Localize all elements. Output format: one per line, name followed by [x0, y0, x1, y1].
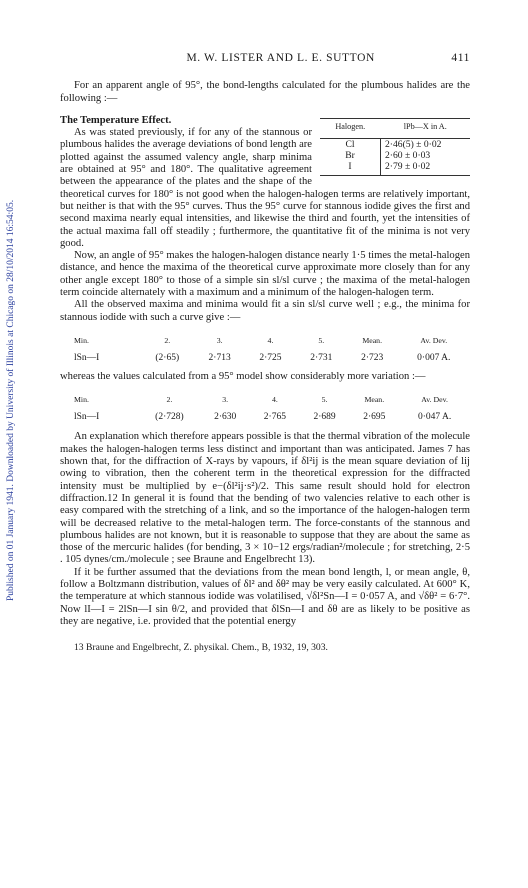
table-cell: 2·630	[214, 412, 237, 423]
table-row	[60, 350, 470, 366]
table-cell: (2·65)	[155, 353, 180, 364]
body-paragraph: All the observed maxima and minima would fit a sin sl/sl curve well ; e.g., the minima for stannous iodide with such a curve give :—	[60, 299, 470, 323]
halide-cell: 2·79 ± 0·02	[381, 161, 471, 176]
body-paragraph: If it be further assumed that the deviations from the mean bond length, l, or mean angle, θ, follow a Boltzmann distribution, values of δl² and δθ² may be very easily calculated. At 600° K, the temperature at which stannous iodide was volatilised, √δl²Sn—I = 0·057 A, and √δθ² = 6·7°. Now lI—I = 2lSn—I sin θ/2, and provided that δlSn—I and δθ are as likely to be positive as they are negative, i.e. provided that the potential energy	[60, 566, 470, 627]
table-cell: 2·765	[263, 412, 286, 423]
table-cell: 2·723	[361, 353, 384, 364]
halide-cell: Cl	[320, 139, 381, 151]
section-heading: The Temperature Effect.	[60, 114, 172, 126]
table-header: Av. Dev.	[420, 335, 448, 345]
table-cell: lSn—I	[74, 412, 100, 423]
running-header	[60, 52, 470, 64]
table-header: 3.	[222, 394, 229, 404]
table-header: 4.	[267, 335, 274, 345]
table-header: 5.	[321, 394, 328, 404]
halide-col-length: lPb—X in A.	[381, 118, 471, 138]
halide-bond-length-table	[320, 118, 470, 176]
table-header: 5.	[318, 335, 325, 345]
body-paragraph: An explanation which therefore appears possible is that the thermal vibration of the molecule makes the halogen-halogen terms less distinct and important than was anticipated. James 7 has shown that, for the diffraction of X-rays by vapours, if δl²ij is the mean square deviation of lij owing to vibration, then the coherent term in the theoretical expression for the diffracted intensity must be multiplied by e−(δl²ij·s²)/2. This same result should hold for electron diffraction.12 In general it is found that the bending of two valencies relative to each other is easy compared with the stretching of a link, and so the importance of the halogen-halogen term will be decreased relative to the metal-halogen term. The force-constants of the stannous and plumbous halides are not known, but it is reasonable to suppose that they are about the same as those of the mercuric halides (for bending, 3 × 10−12 ergs/radian²/molecule ; for stretching, 2·5 . 105 dynes/cm./molecule ; see Braune and Engelbrecht 13).	[60, 431, 470, 566]
table-row	[320, 139, 470, 151]
halide-cell: 2·60 ± 0·03	[385, 150, 431, 162]
table-cell: 0·007 A.	[417, 353, 451, 364]
publication-side-note: Published on 01 January 1941. Downloaded by University of Illinois at Chicago on 28/10/2014 16:54:05.	[6, 199, 16, 601]
table-row	[320, 150, 470, 161]
table-header: Min.	[74, 394, 89, 404]
intro-paragraph: For an apparent angle of 95°, the bond-lengths calculated for the plumbous halides are the following :—	[60, 80, 470, 104]
table-header: Mean.	[362, 335, 383, 345]
table-cell: 2·695	[363, 412, 386, 423]
table-cell: 0·047 A.	[417, 412, 452, 423]
halide-cell: Br	[320, 150, 381, 161]
model-minima-table	[60, 391, 470, 426]
table-cell: 2·713	[208, 353, 231, 364]
table-header: 2.	[164, 335, 171, 345]
footnote: 13 Braune and Engelbrecht, Z. physikal. Chem., B, 1932, 19, 303.	[74, 642, 328, 654]
table-header: 2.	[166, 394, 173, 404]
page-authors-header: M. W. LISTER AND L. E. SUTTON	[186, 52, 375, 64]
table-header: Min.	[74, 335, 89, 345]
sin-curve-minima-table	[60, 332, 470, 367]
halide-col-halogen: Halogen.	[320, 118, 381, 138]
table-header: Mean.	[364, 394, 385, 404]
table-header: Av. Dev.	[421, 394, 448, 404]
table-row	[320, 161, 470, 176]
table-row	[60, 409, 470, 425]
table-cell: (2·728)	[155, 412, 184, 423]
table-header: 4.	[271, 394, 278, 404]
page-number: 411	[451, 52, 470, 64]
table-header: 3.	[216, 335, 223, 345]
table-cell: 2·689	[313, 412, 336, 423]
table-cell: 2·725	[259, 353, 282, 364]
halide-cell: 2·46(5) ± 0·02	[385, 139, 442, 151]
journal-page	[60, 52, 470, 654]
body-paragraph: Now, an angle of 95° makes the halogen-halogen distance nearly 1·5 times the metal-halogen distance, and hence the maxima of the theoretical curve approximate more closely than for any other angle except 180° to those of a simple sin sl/sl curve ; the maxima of the metal-halogen term coincide alternately with a maximum and a minimum of the halogen-halogen term.	[60, 250, 470, 299]
table-cell: lSn—I	[74, 353, 100, 364]
halide-cell: I	[320, 161, 381, 176]
body-paragraph: whereas the values calculated from a 95° model show considerably more variation :—	[60, 370, 426, 382]
table-cell: 2·731	[310, 353, 333, 364]
body-paragraph: As was stated previously, if for any of the stannous or plumbous halides the average deviations of bond length are plotted against the assumed valency angle, sharp minima are obtained at 95° and 180°. The qualitative agreement between the appearance of the plates and the shape of the theoretical curves for 180° is not good when the halogen-halogen terms are relatively important, but neither is that with the 95° curves. Thus the 95° curve for stannous iodide gives the first and second maxima nearly equal intensities, and likewise the third and fourth, yet the intensities of the actual maxima fall off steadily ; furthermore, the quantitative fit of the minima is not very good.	[60, 127, 470, 249]
